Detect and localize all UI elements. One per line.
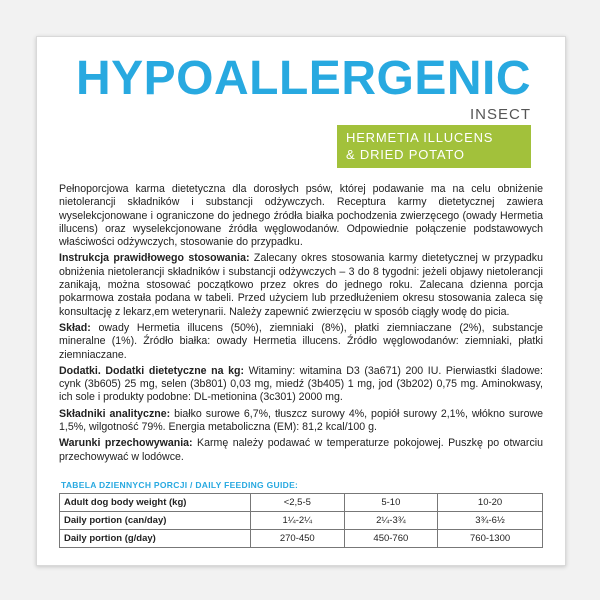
row-label: Adult dog body weight (kg): [60, 494, 251, 512]
table-cell: 1¼-2¼: [251, 512, 345, 530]
analytics-paragraph: [59, 408, 543, 435]
product-title: HYPOALLERGENIC: [75, 52, 531, 105]
table-cell: 3¾-6½: [438, 512, 543, 530]
composition-label: Skład:: [59, 321, 91, 334]
usage-paragraph: [59, 252, 543, 318]
row-label: Daily portion (g/day): [60, 530, 251, 548]
additives-text: Witaminy: witamina D3 (3a671) 200 IU. Pierwiastki śladowe: cynk (3b605) 25 mg, selen (3b801) 0,03 mg, miedź (3b405) 1 mg, jod (3b202) 0,75 mg. Aminokwasy, ich sole i produkty podobne: DL-metionina (3c301) 2000 mg.: [59, 364, 543, 404]
product-subtitle: INSECT: [469, 106, 531, 123]
usage-text: Zalecany okres stosowania karmy dietetycznej w przypadku obniżenia nietolerancji składników i substancji odżywczych – 3 do 8 tygodni: jeżeli objawy nietolerancji zanikają, można stosować początkowo przez okres do jednego roku. Zalecana dzienna porcja pokarmowa została podana w tabeli. Przed użyciem lub przedłużeniem okresu stosowania zaleca się konsultację z lekarz,em weterynarii. Należy zapewnić zwierzęciu w sposób ciągły wodę do picia.: [59, 252, 543, 318]
table-cell: 450-760: [344, 530, 438, 548]
additives-paragraph: [59, 365, 543, 405]
feeding-guide-title: TABELA DZIENNYCH PORCJI / DAILY FEEDING GUIDE:: [61, 480, 299, 490]
analytics-label: Składniki analityczne:: [59, 407, 171, 420]
analytics-text: białko surowe 6,7%, tłuszcz surowy 4%, popiół surowy 2,1%, włókno surowe 1,5%, wilgotność 79%. Energia metaboliczna (EM): 81,2 kcal/100 g.: [59, 407, 543, 434]
table-cell: 2¼-3¾: [344, 512, 438, 530]
usage-label: Instrukcja prawidłowego stosowania:: [59, 252, 250, 265]
variant-badge: [337, 125, 531, 168]
product-label-card: [36, 36, 566, 566]
variant-line-1: HERMETIA ILLUCENS: [346, 130, 494, 145]
table-cell: 760-1300: [438, 530, 543, 548]
additives-label: Dodatki. Dodatki dietetyczne na kg:: [59, 364, 245, 377]
storage-text: Karmę należy podawać w temperaturze pokojowej. Puszkę po otwarciu przechowywać w lodówce.: [59, 437, 544, 463]
table-cell: 10-20: [438, 494, 543, 512]
table-cell: 5-10: [344, 494, 438, 512]
feeding-guide-table: [59, 493, 543, 548]
composition-text: owady Hermetia illucens (50%), ziemniaki (8%), płatki ziemniaczane (2%), substancje mineralne (1%). Źródło białka: owady Hermetia illucens. Źródło węglowodanów: ziemniaki, płatki ziemniaczane.: [59, 321, 543, 361]
composition-paragraph: [59, 322, 543, 362]
storage-paragraph: [59, 437, 543, 464]
table-cell: <2,5-5: [251, 494, 345, 512]
table-row: [60, 530, 543, 548]
table-cell: 270-450: [251, 530, 345, 548]
table-row: [60, 512, 543, 530]
row-label: Daily portion (can/day): [60, 512, 251, 530]
storage-label: Warunki przechowywania:: [59, 437, 193, 450]
description-block: [59, 183, 543, 467]
variant-line-2: & DRIED POTATO: [346, 147, 465, 162]
table-row: [60, 494, 543, 512]
intro-paragraph: Pełnoporcjowa karma dietetyczna dla dorosłych psów, której podawanie ma na celu obniżenie nietolerancji składników i substancji odżywczych. Receptura karmy dietetycznej zawiera wyselekcjonowane i ograniczone do jednego źródła białka pochodzenia zwierzęcego (owady Hermetia illucens) oraz wyselekcjonowane źródła węglowodanów. Odpowiednie połączenie podstawowych właściwości odżywczych, stosowanie do przypadku.: [59, 183, 543, 249]
